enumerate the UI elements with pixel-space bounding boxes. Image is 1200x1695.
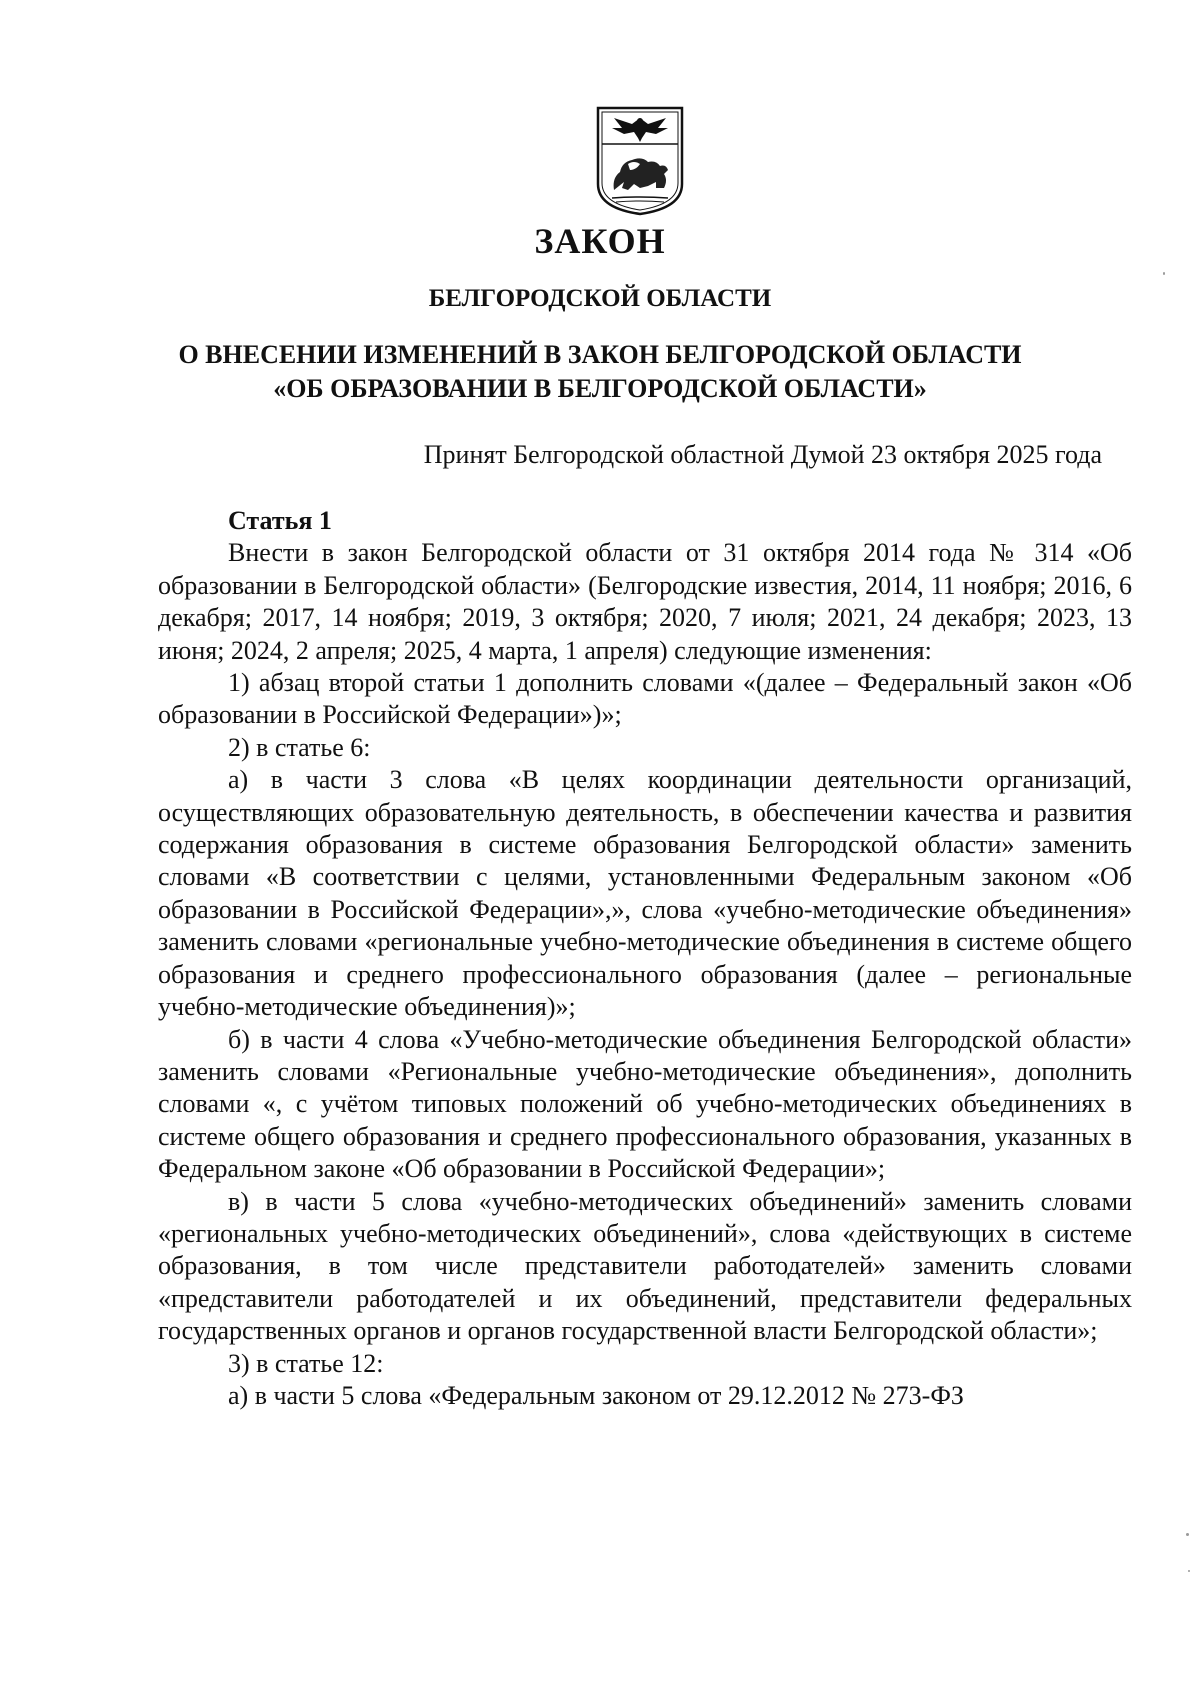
article-heading: Статья 1 [228, 506, 332, 535]
law-title: ЗАКОН [534, 221, 666, 261]
paragraph: 3) в статье 12: [228, 1348, 384, 1378]
paragraph: Внести в закон Белгородской области от 31 октября 2014 года № 314 «Об образовании в Белгородской области» (Белгородские известия, 2014, 11 ноября; 2016, 6 декабря; 2017, 14 ноября; 2019, 3 октября; 2020, 7 июля; 2021, 24 декабря; 2023, 13 июня; 2024, 2 апреля; 2025, 4 марта, 1 апреля) следующие изменения: [158, 538, 1132, 665]
paragraph: б) в части 4 слова «Учебно-методические объединения Белгородской области» заменить словами «Региональные учебно-методические объединения», дополнить словами «, с учётом типовых положений об учебно-методических объединениях в системе общего образования и среднего профессионального образования, указанных в Федеральном законе «Об образовании в Российской Федерации»; [158, 1024, 1132, 1184]
law-body [158, 505, 1132, 1412]
scan-speck [1186, 1533, 1189, 1536]
paragraph: а) в части 5 слова «Федеральным законом от 29.12.2012 № 273-ФЗ [228, 1380, 964, 1410]
paragraph: 2) в статье 6: [228, 732, 371, 762]
paragraph: а) в части 3 слова «В целях координации деятельности организаций, осуществляющих образовательную деятельность, в обеспечении качества и развития содержания образования в системе образования Белгородской области» заменить словами «В соответствии с целями, установленными Федеральным законом «Об образовании в Российской Федерации»,», слова «учебно-методические объединения» заменить словами «региональные учебно-методические объединения в системе общего образования и среднего профессионального образования (далее – региональные учебно-методические объединения)»; [158, 765, 1132, 1022]
scan-speck [1188, 1570, 1190, 1572]
adoption-note: Принят Белгородской областной Думой 23 октября 2025 года [423, 440, 1102, 469]
paragraph: в) в части 5 слова «учебно-методических объединений» заменить словами «региональных учебно-методических объединений», слова «действующих в системе образования, в том числе представители работодателей» заменить словами «представители работодателей и их объединений, представители федеральных государственных органов и органов государственной власти Белгородской области»; [158, 1186, 1132, 1346]
law-region: БЕЛГОРОДСКОЙ ОБЛАСТИ [428, 285, 772, 312]
paragraph: 1) абзац второй статьи 1 дополнить словами «(далее – Федеральный закон «Об образовании в Российской Федерации»)»; [158, 668, 1132, 730]
law-subject-line-2: «ОБ ОБРАЗОВАНИИ В БЕЛГОРОДСКОЙ ОБЛАСТИ» [273, 374, 927, 403]
coat-of-arms-icon [592, 104, 688, 218]
law-subject-line-1: О ВНЕСЕНИИ ИЗМЕНЕНИЙ В ЗАКОН БЕЛГОРОДСКОЙ ОБЛАСТИ [178, 340, 1022, 369]
scan-speck [1163, 272, 1165, 275]
